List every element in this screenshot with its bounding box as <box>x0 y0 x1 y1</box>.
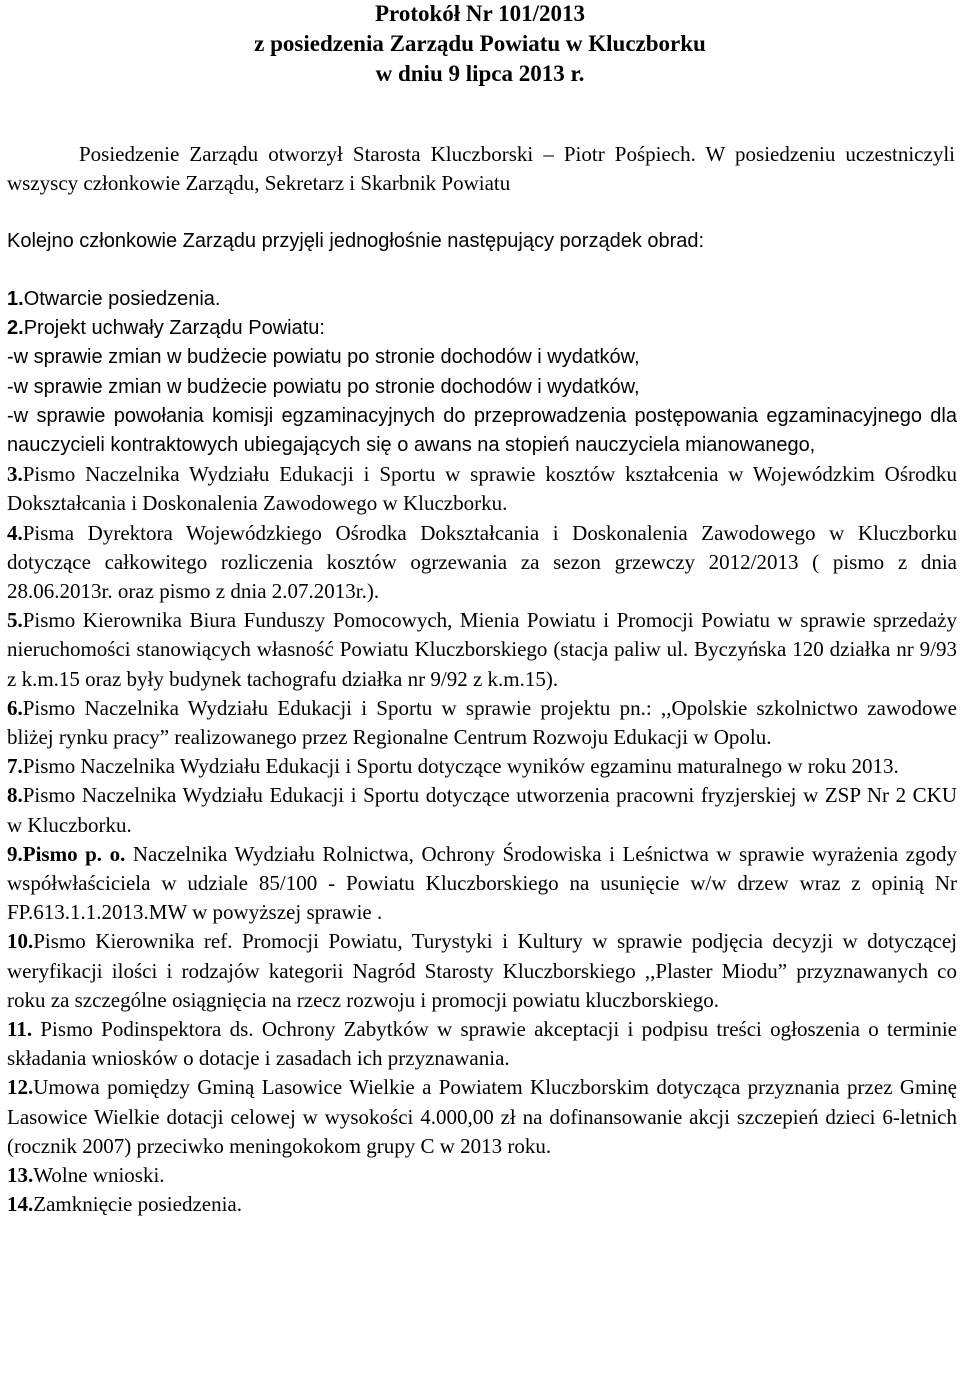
agenda-list <box>7 285 957 1220</box>
protocol-title: Protokół Nr 101/2013 <box>375 1 585 26</box>
agenda-item-5 <box>7 606 957 694</box>
agenda-item-text: Pismo Naczelnika Wydziału Edukacji i Sportu dotyczące utworzenia pracowni fryzjerskiej w ZSP Nr 2 CKU w Kluczborku. <box>7 783 957 837</box>
agenda-item-3 <box>7 460 957 518</box>
agenda-item-number: 1. <box>7 288 24 310</box>
agenda-item-number: 5. <box>7 608 23 633</box>
agenda-item-4 <box>7 519 957 607</box>
agenda-item-text: Pismo Naczelnika Wydziału Edukacji i Sportu w sprawie kosztów kształcenia w Wojewódzkim Ośrodku Dokształcania i Doskonalenia Zawodowego w Kluczborku. <box>7 462 957 516</box>
agenda-item-10 <box>7 927 957 1015</box>
agenda-item-7 <box>7 752 957 781</box>
agenda-item-number: 4. <box>7 520 23 545</box>
agenda-item-number: 14. <box>7 1192 34 1217</box>
agenda-item-number: 9.Pismo p. o. <box>7 841 126 866</box>
agenda-item-text: Pismo Kierownika Biura Funduszy Pomocowych, Mienia Powiatu i Promocji Powiatu w sprawie sprzedaży nieruchomości stanowiących własność Powiatu Kluczborskiego (stacja paliw ul. Byczyńska 120 działka nr 9/93 z k.m.15 oraz były budynek tachografu działka nr 9/92 z k.m.15). <box>7 608 957 691</box>
agenda-item-text: Pismo Naczelnika Wydziału Edukacji i Sportu w sprawie projektu pn.: ,,Opolskie szkolnictwo zawodowe bliżej rynku pracy” realizowanego przez Regionalne Centrum Rozwoju Edukacji w Opolu. <box>7 695 957 750</box>
agenda-item-text: Wolne wnioski. <box>33 1163 165 1188</box>
agenda-item-11 <box>7 1015 957 1073</box>
agenda-intro: Kolejno członkowie Zarządu przyjęli jednogłośnie następujący porządek obrad: <box>7 230 705 252</box>
agenda-item-number: 7. <box>7 754 23 779</box>
agenda-item-1 <box>7 285 957 314</box>
protocol-date: w dniu 9 lipca 2013 r. <box>375 61 585 86</box>
agenda-item-text: Pismo Naczelnika Wydziału Edukacji i Sportu dotyczące wyników egzaminu maturalnego w roku 2013. <box>22 754 899 779</box>
agenda-item-number: 10. <box>7 929 34 954</box>
agenda-subitem: -w sprawie powołania komisji egzaminacyjnych do przeprowadzenia postępowania egzaminacyjnego dla nauczycieli kontraktowych ubiegających się o awans na stopień nauczyciela mianowanego, <box>7 404 957 457</box>
agenda-subitem: -w sprawie zmian w budżecie powiatu po stronie dochodów i wydatków, <box>7 346 640 369</box>
agenda-item-8 <box>7 781 957 839</box>
agenda-item-13 <box>7 1161 957 1190</box>
agenda-item-text: Naczelnika Wydziału Rolnictwa, Ochrony Środowiska i Leśnictwa w sprawie wyrażenia zgody współwłaściciela w udziale 85/100 - Powiatu Kluczborskiego na usunięcie w/w drzew wraz z opinią Nr FP.613.1.1.2013.MW w powyższej sprawie . <box>7 841 958 925</box>
agenda-item-14 <box>7 1190 957 1219</box>
agenda-item-number: 12. <box>7 1075 34 1100</box>
agenda-item-text: Pismo Kierownika ref. Promocji Powiatu, Turystyki i Kultury w sprawie podjęcia decyzji w dotyczącej weryfikacji ilości i rodzajów kategorii Nagród Starosty Kluczborskiego ,,Plaster Miodu” przyznawanych co roku za szczególne osiągnięcia na rzecz rozwoju i promocji powiatu kluczborskiego. <box>7 929 957 1012</box>
agenda-item-text: Umowa pomiędzy Gminą Lasowice Wielkie a Powiatem Kluczborskim dotycząca przyznania przez Gminę Lasowice Wielkie dotacji celowej w wysokości 4.000,00 zł na dofinansowanie akcji szczepień dzieci 6-letnich (rocznik 2007) przeciwko meningokokom grupy C w 2013 roku. <box>7 1075 957 1158</box>
agenda-item-2 <box>7 314 957 460</box>
agenda-item-number: 13. <box>7 1163 34 1188</box>
agenda-item-number: 6. <box>7 695 23 720</box>
agenda-item-number: 3. <box>7 462 23 487</box>
agenda-item-6 <box>7 694 957 752</box>
agenda-item-9 <box>7 840 957 928</box>
agenda-item-text: Pisma Dyrektora Wojewódzkiego Ośrodka Dokształcania i Doskonalenia Zawodowego w Kluczborku dotyczące całkowitego rozliczenia kosztów ogrzewania za sezon grzewczy 2012/2013 ( pismo z dnia 28.06.2013r. oraz pismo z dnia 2.07.2013r.). <box>7 520 957 604</box>
agenda-item-text: Projekt uchwały Zarządu Powiatu: <box>23 317 325 340</box>
agenda-item-12 <box>7 1073 957 1161</box>
agenda-item-number: 8. <box>7 783 23 808</box>
agenda-item-text: Zamknięcie posiedzenia. <box>33 1192 242 1217</box>
protocol-subtitle: z posiedzenia Zarządu Powiatu w Kluczborku <box>254 31 706 56</box>
agenda-subitem: -w sprawie zmian w budżecie powiatu po stronie dochodów i wydatków, <box>7 375 640 398</box>
agenda-item-number: 2. <box>7 317 24 340</box>
agenda-item-text: Pismo Podinspektora ds. Ochrony Zabytków w sprawie akceptacji i podpisu treści ogłoszenia o terminie składania wniosków o dotacje i zasadach ich przyznawania. <box>7 1017 957 1071</box>
agenda-item-text: Otwarcie posiedzenia. <box>23 288 221 310</box>
agenda-item-number: 11. <box>7 1017 33 1042</box>
opening-paragraph: Posiedzenie Zarządu otworzył Starosta Kluczborski – Piotr Pośpiech. W posiedzeniu uczestniczyli wszyscy członkowie Zarządu, Sekretarz i Skarbnik Powiatu <box>7 142 955 196</box>
